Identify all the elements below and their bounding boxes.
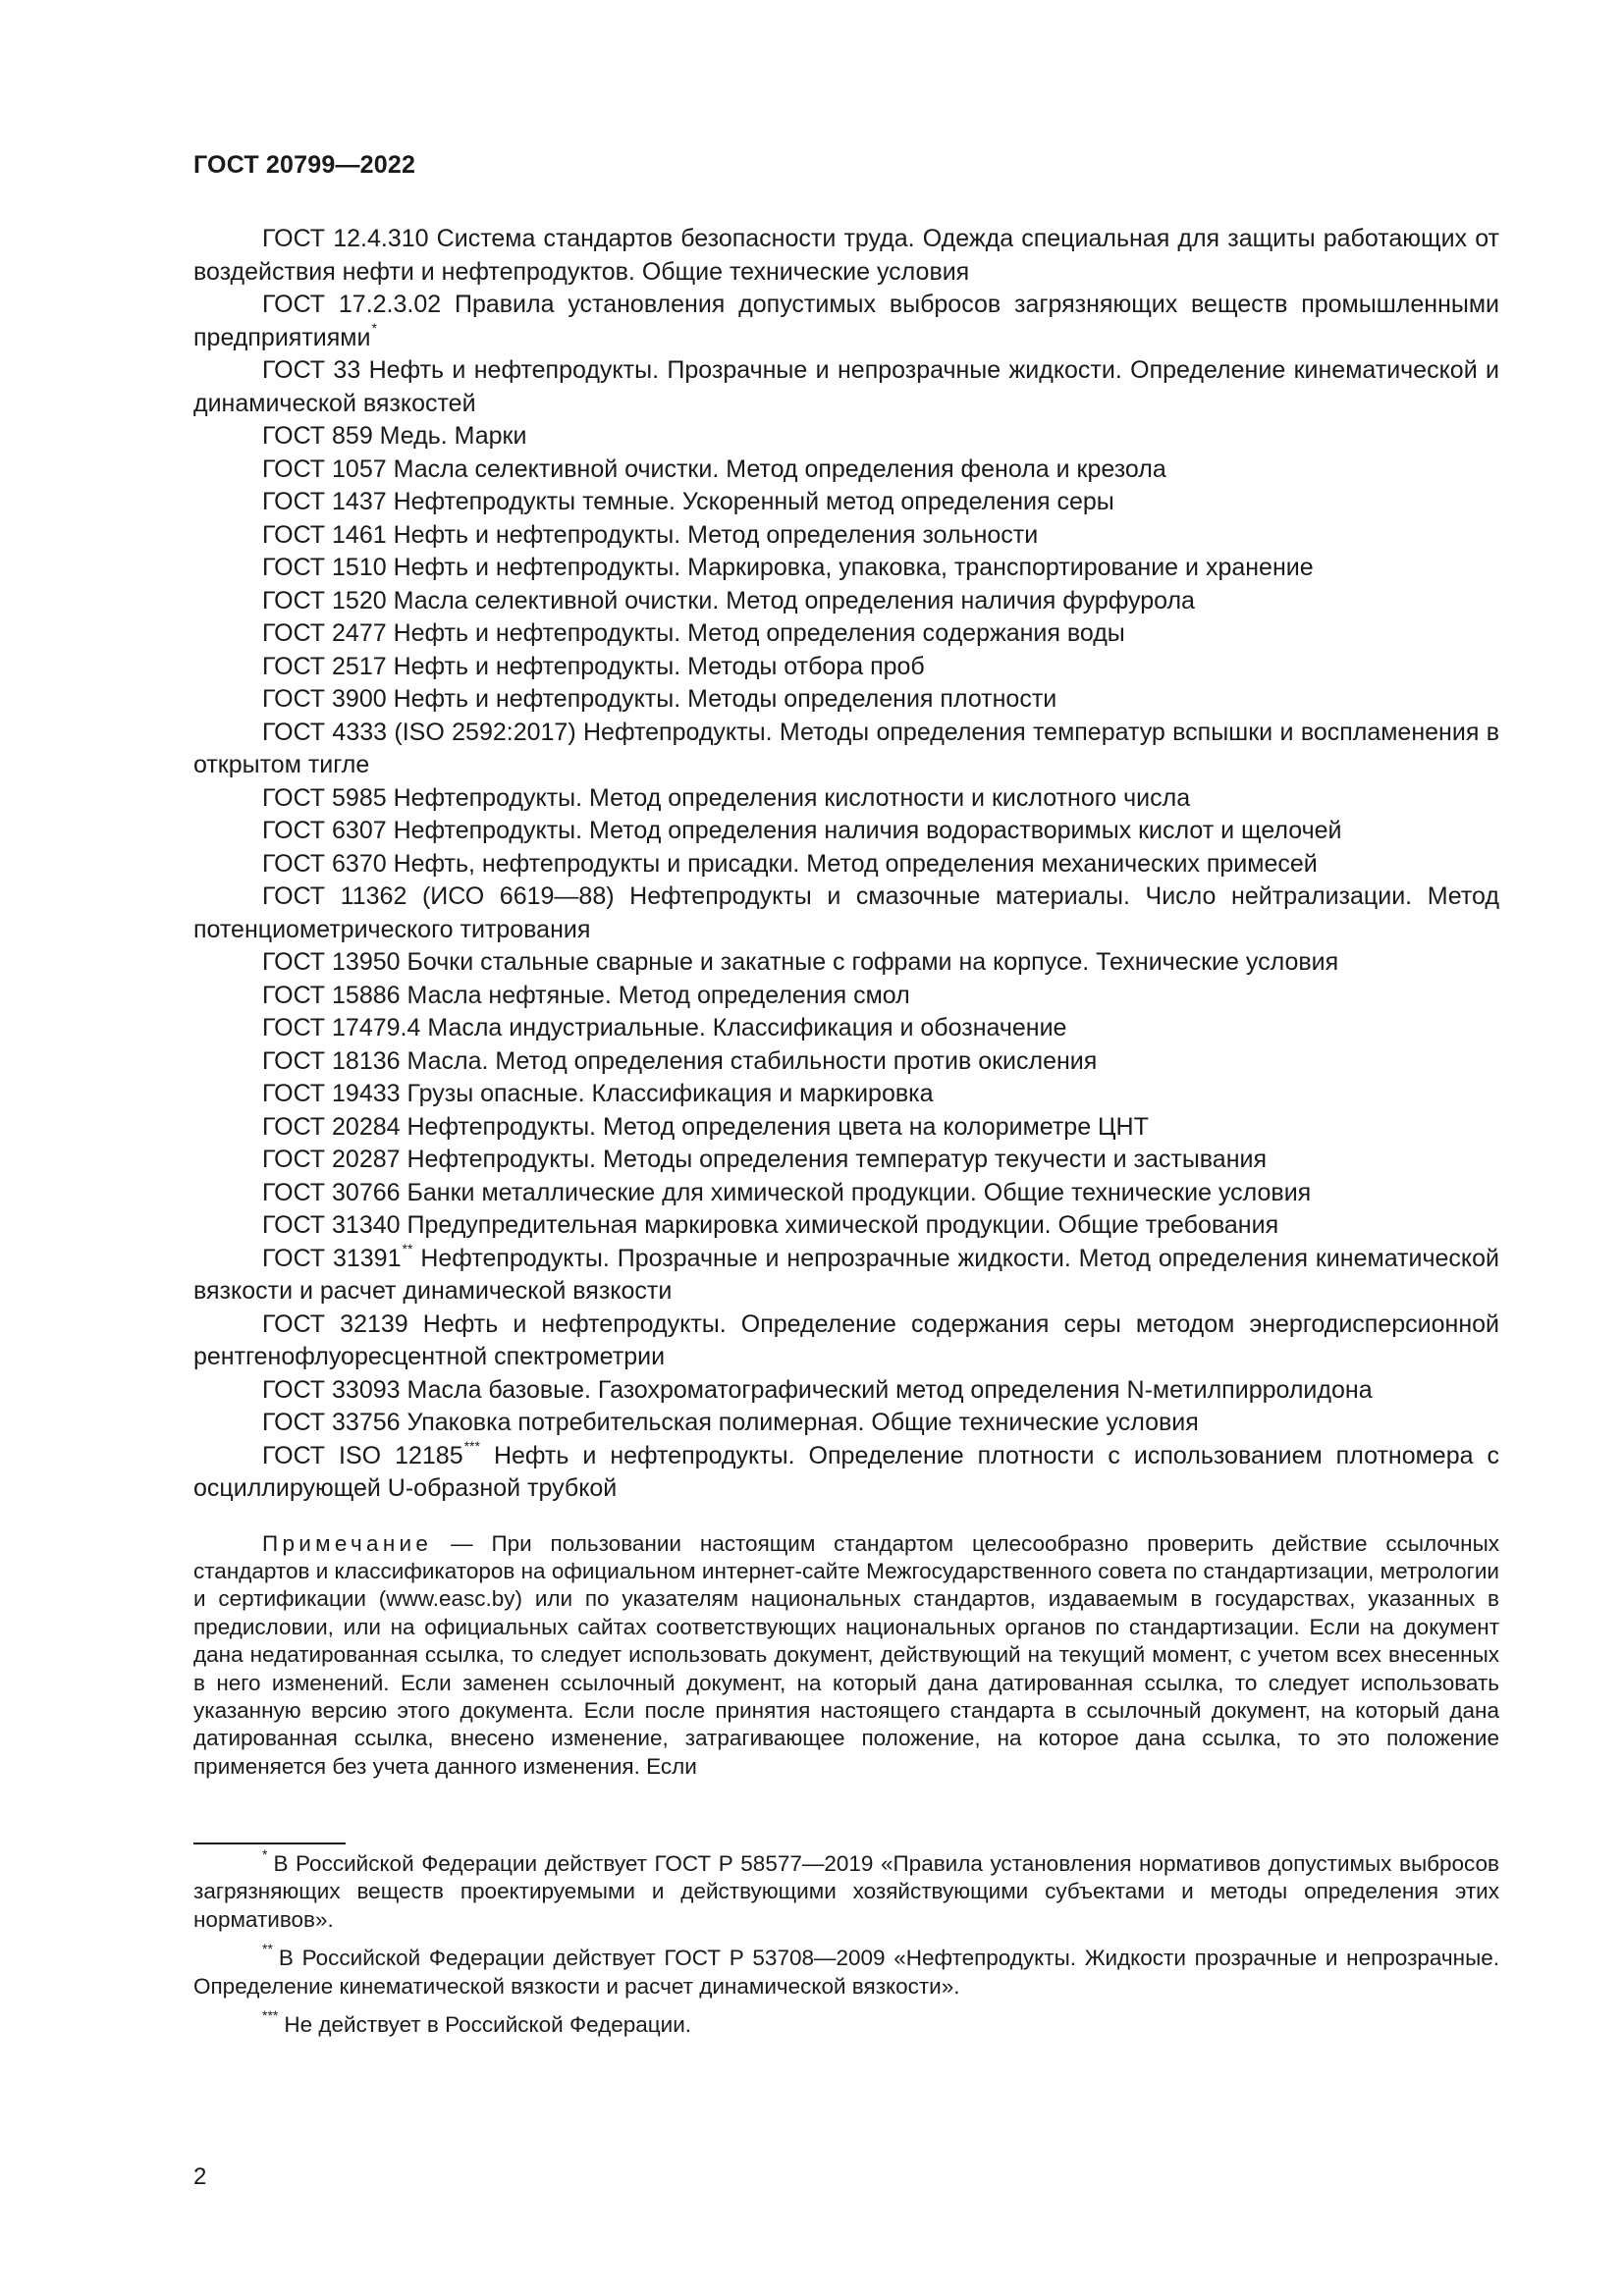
reference-item: ГОСТ 1461 Нефть и нефтепродукты. Метод определения зольности: [262, 520, 1039, 549]
footnote-marker: **: [402, 1240, 413, 1256]
reference-item: ГОСТ 33756 Упаковка потребительская полимерная. Общие технические условия: [262, 1409, 1199, 1436]
reference-item: ГОСТ 31340 Предупредительная маркировка химической продукции. Общие требования: [262, 1211, 1279, 1239]
reference-item: ГОСТ 1437 Нефтепродукты темные. Ускоренный метод определения серы: [262, 488, 1114, 515]
footnotes: [193, 1846, 1499, 2050]
note-label: Примечание: [262, 1530, 433, 1556]
reference-item: ГОСТ 1057 Масла селективной очистки. Метод определения фенола и крезола: [262, 454, 1166, 483]
footnote-item: *** Не действует в Российской Федерации.: [262, 2007, 692, 2038]
reference-item: ГОСТ 3900 Нефть и нефтепродукты. Методы определения плотности: [262, 685, 1057, 713]
reference-item: ГОСТ 6307 Нефтепродукты. Метод определения наличия водорастворимых кислот и щелочей: [262, 817, 1342, 844]
note-text: — При пользовании настоящим стандартом целесообразно проверить действие ссылочных стандартов и классификаторов на официальном интернет-сайте Межгосударственного совета по стандартизации, метрологии и сертификации (www.easc.by) или по указателям национальных стандартов, издаваемым в государствах, указанных в предисловии, или на официальных сайтах соответствующих национальных органов по стандартизации. Если на документ дана недатированная ссылка, то следует использовать документ, действующий на текущий момент, с учетом всех внесенных в него изменений. Если заменен ссылочный документ, на который дана датированная ссылка, то следует использовать указанную версию этого документа. Если после принятия настоящего стандарта в ссылочный документ, на который дана датированная ссылка, внесено изменение, затрагивающее положение, на которое дана ссылка, то это положение применяется без учета данного изменения. Если: [193, 1530, 1499, 1779]
footnote-marker: ***: [463, 1437, 480, 1454]
normative-references-list: [193, 223, 1499, 1506]
footnote-mark: ***: [262, 2007, 279, 2024]
reference-item: ГОСТ 18136 Масла. Метод определения стабильности против окисления: [262, 1046, 1098, 1075]
footnote-marker: *: [371, 319, 377, 336]
reference-item: ГОСТ 4333 (ISO 2592:2017) Нефтепродукты. Методы определения температур вспышки и воспламенения в открытом тигле: [193, 718, 1499, 778]
reference-item: ГОСТ 33093 Масла базовые. Газохроматографический метод определения N-метилпирролидона: [262, 1375, 1373, 1404]
reference-item: ГОСТ 30766 Банки металлические для химической продукции. Общие технические условия: [262, 1178, 1312, 1206]
reference-item: ГОСТ 11362 (ИСО 6619—88) Нефтепродукты и смазочные материалы. Число нейтрализации. Метод потенциометрического титрования: [193, 882, 1499, 943]
reference-item: ГОСТ 2477 Нефть и нефтепродукты. Метод определения содержания воды: [262, 619, 1125, 647]
reference-item: ГОСТ 31391** Нефтепродукты. Прозрачные и непрозрачные жидкости. Метод определения кинематической вязкости и расчет динамической вязкости: [193, 1240, 1499, 1305]
reference-item: ГОСТ 5985 Нефтепродукты. Метод определения кислотности и кислотного числа: [262, 783, 1191, 812]
reference-item: ГОСТ 13950 Бочки стальные сварные и закатные с гофрами на корпусе. Технические условия: [262, 948, 1339, 976]
footnote-item: ** В Российской Федерации действует ГОСТ Р 53708—2009 «Нефтепродукты. Жидкости прозрачные и непрозрачные. Определение кинематической вязкости и расчет динамической вязкости».: [193, 1941, 1499, 1999]
reference-item: ГОСТ 19433 Грузы опасные. Классификация и маркировка: [262, 1080, 934, 1107]
footnote-separator: [193, 1842, 346, 1844]
reference-item: ГОСТ 33 Нефть и нефтепродукты. Прозрачные и непрозрачные жидкости. Определение кинематической и динамической вязкостей: [193, 356, 1499, 417]
reference-item: ГОСТ 17.2.3.02 Правила установления допустимых выбросов загрязняющих веществ промышленными предприятиями*: [193, 291, 1499, 351]
document-header: ГОСТ 20799—2022: [193, 151, 416, 179]
reference-item: ГОСТ 32139 Нефть и нефтепродукты. Определение содержания серы методом энергодисперсионной рентгенофлуоресцентной спектрометрии: [193, 1309, 1499, 1370]
reference-item: ГОСТ 12.4.310 Система стандартов безопасности труда. Одежда специальная для защиты работающих от воздействия нефти и нефтепродуктов. Общие технические условия: [193, 225, 1499, 286]
footnote-item: * В Российской Федерации действует ГОСТ Р 58577—2019 «Правила установления нормативов допустимых выбросов загрязняющих веществ проектируемыми и действующими хозяйствующими субъектами и методы определения этих нормативов».: [193, 1846, 1499, 1932]
reference-item: ГОСТ 1520 Масла селективной очистки. Метод определения наличия фурфурола: [262, 586, 1195, 614]
reference-item: ГОСТ 6370 Нефть, нефтепродукты и присадки. Метод определения механических примесей: [262, 849, 1318, 878]
page-number: 2: [193, 2163, 207, 2190]
reference-item: ГОСТ 15886 Масла нефтяные. Метод определения смол: [262, 981, 910, 1009]
reference-item: ГОСТ 17479.4 Масла индустриальные. Классификация и обозначение: [262, 1014, 1067, 1041]
reference-item: ГОСТ 2517 Нефть и нефтепродукты. Методы отбора проб: [262, 652, 925, 680]
reference-item: ГОСТ 859 Медь. Марки: [262, 422, 527, 450]
reference-item: ГОСТ 20287 Нефтепродукты. Методы определения температур текучести и застывания: [262, 1146, 1268, 1173]
reference-item: ГОСТ 20284 Нефтепродукты. Метод определения цвета на колориметре ЦНТ: [262, 1112, 1149, 1141]
footnote-mark: *: [262, 1846, 268, 1862]
reference-item: ГОСТ 1510 Нефть и нефтепродукты. Маркировка, упаковка, транспортирование и хранение: [262, 554, 1314, 581]
note-paragraph: [193, 1530, 1499, 1782]
footnote-mark: **: [262, 1941, 273, 1957]
reference-item: ГОСТ ISO 12185*** Нефть и нефтепродукты. Определение плотности с использованием плотномера с осциллирующей U-образной трубкой: [193, 1437, 1499, 1502]
